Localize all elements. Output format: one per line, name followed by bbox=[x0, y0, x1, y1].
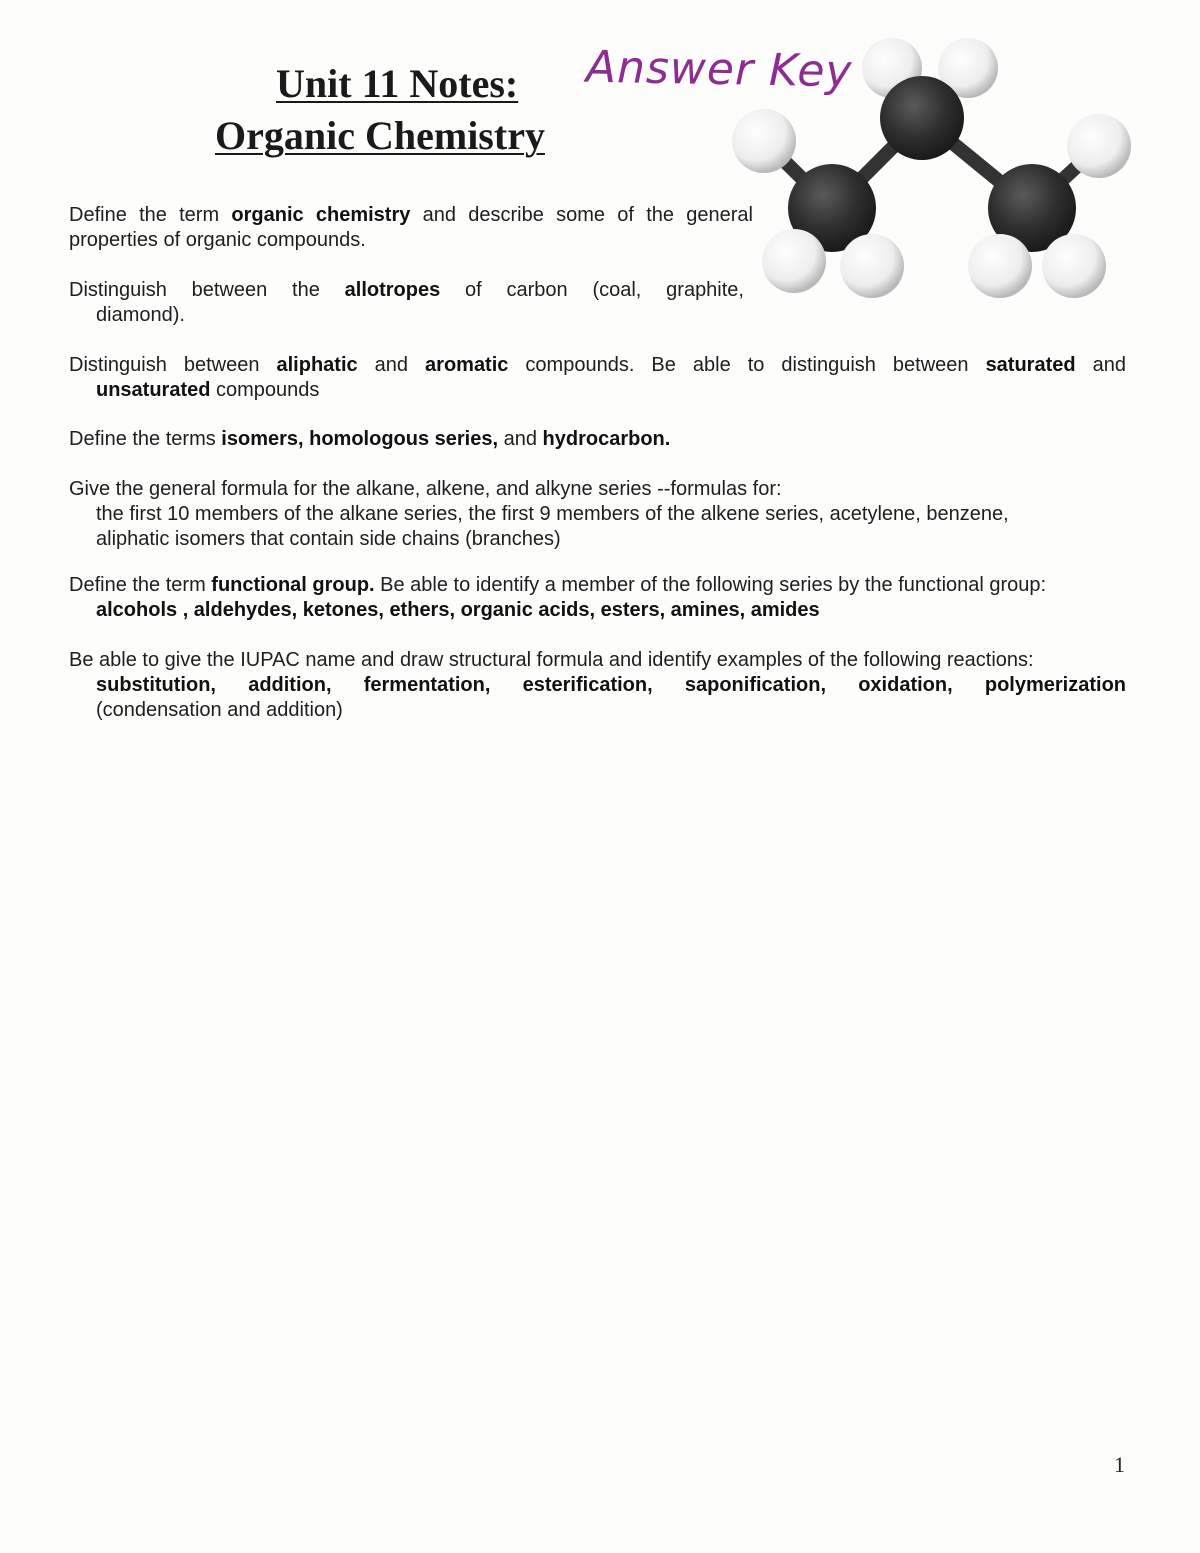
objective-terms bbox=[69, 427, 1126, 452]
objective-organic-chemistry bbox=[69, 203, 753, 253]
objective-line: Define the term functional group. Be able to identify a member of the following series by the functional group: bbox=[69, 574, 1047, 596]
hydrogen-atom bbox=[1067, 114, 1131, 178]
title-line-2: Organic Chemistry bbox=[215, 113, 545, 158]
key-term: saturated bbox=[985, 354, 1076, 376]
key-term: allotropes bbox=[344, 279, 441, 301]
objective-allotropes bbox=[69, 278, 744, 328]
objective-line: unsaturated compounds bbox=[96, 379, 320, 401]
reaction-list: substitution, addition, fermentation, esterification, saponification, oxidation, polymerization bbox=[96, 674, 1126, 696]
objective-reactions bbox=[69, 648, 1126, 723]
objective-line: diamond). bbox=[96, 304, 185, 326]
hydrogen-atom bbox=[762, 229, 826, 293]
title-line-1: Unit 11 Notes: bbox=[276, 61, 519, 106]
objective-functional-group bbox=[69, 573, 1126, 623]
propane-ball-and-stick-icon bbox=[724, 26, 1144, 306]
objective-line: Distinguish between the allotropes of carbon (coal, graphite, bbox=[69, 279, 744, 301]
objective-general-formula bbox=[69, 477, 1126, 552]
page-number: 1 bbox=[1114, 1452, 1125, 1477]
objective-line: Distinguish between aliphatic and aromatic compounds. Be able to distinguish between saturated and bbox=[69, 354, 1126, 376]
objective-line bbox=[69, 598, 1126, 623]
carbon-atoms bbox=[788, 76, 1076, 252]
hydrogen-atom bbox=[840, 234, 904, 298]
hydrogen-atom bbox=[732, 109, 796, 173]
objective-line: Be able to give the IUPAC name and draw structural formula and identify examples of the following reactions: bbox=[69, 649, 1034, 671]
key-term: hydrocarbon. bbox=[542, 428, 671, 450]
key-term: unsaturated bbox=[96, 379, 211, 401]
hydrogen-atom bbox=[968, 234, 1032, 298]
key-term: functional group. bbox=[211, 574, 375, 596]
key-term: aliphatic bbox=[276, 354, 358, 376]
carbon-atom bbox=[880, 76, 964, 160]
objective-aliphatic-aromatic bbox=[69, 353, 1126, 403]
objective-line: the first 10 members of the alkane series, the first 9 members of the alkene series, acetylene, benzene, bbox=[96, 503, 1009, 525]
key-term: isomers, homologous series, bbox=[221, 428, 499, 450]
answer-key-handwriting: Answer Key bbox=[585, 41, 853, 98]
objective-line: (condensation and addition) bbox=[96, 699, 343, 721]
key-term: organic chemistry bbox=[231, 204, 411, 226]
objective-line: Give the general formula for the alkane, alkene, and alkyne series --formulas for: bbox=[69, 478, 782, 500]
objective-line bbox=[69, 673, 1126, 698]
objective-line: Define the term organic chemistry and describe some of the general bbox=[69, 204, 753, 226]
functional-group-list: alcohols , aldehydes, ketones, ethers, organic acids, esters, amines, amides bbox=[96, 599, 820, 621]
hydrogen-atom bbox=[1042, 234, 1106, 298]
objective-line: Define the terms isomers, homologous series, and hydrocarbon. bbox=[69, 428, 671, 450]
key-term: aromatic bbox=[425, 354, 509, 376]
objective-line: aliphatic isomers that contain side chains (branches) bbox=[96, 528, 561, 550]
objective-line: properties of organic compounds. bbox=[69, 229, 366, 251]
